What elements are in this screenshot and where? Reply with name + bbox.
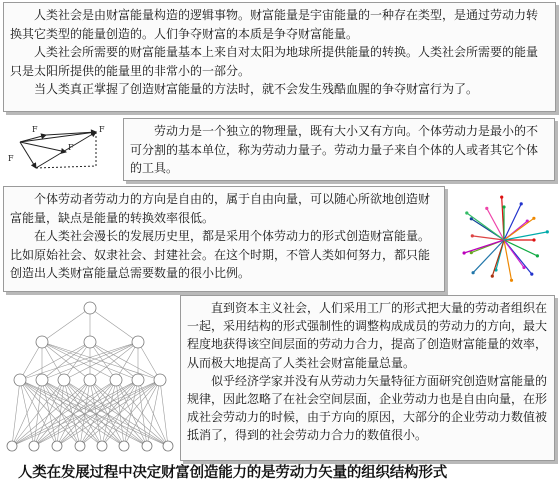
network-node (84, 336, 96, 348)
network-edge (147, 380, 160, 446)
paragraph: 直到资本主义社会，人们采用工厂的形式把大量的劳动者组织在一起，采用结构的形式强制性的调整构成成员的劳动力的方向，最大程度地获得该空间层面的劳动力合力，提高了创造财富能量的效率，从而极大地提高了人类社会财富能量总量。 (187, 301, 548, 370)
arrow-head (500, 196, 503, 199)
vector-label: F (8, 154, 14, 163)
organization-network-figure (2, 296, 178, 462)
arrow-head (471, 234, 474, 237)
network-node (14, 374, 26, 386)
network-node (7, 441, 17, 451)
network-node (75, 441, 85, 451)
network-edge (42, 308, 90, 342)
arrow-head (465, 211, 468, 214)
paragraph: 当人类真正掌握了创造财富能量的方法时，就不会发生残酷血腥的争夺财富行为了。 (34, 82, 479, 96)
network-edge (12, 380, 20, 446)
network-node (110, 374, 122, 386)
arrow-head (532, 238, 535, 241)
arrow-head (502, 205, 505, 208)
arrow-line (487, 208, 504, 240)
arrow-line (504, 240, 537, 256)
network-node (36, 336, 48, 348)
text-box-capitalism (180, 295, 555, 461)
network-node (119, 441, 129, 451)
network-edge (12, 380, 64, 446)
radial-vectors-figure (452, 190, 556, 290)
network-node (84, 302, 96, 314)
vector-label: F (99, 125, 105, 134)
arrow-line (504, 204, 521, 240)
vector-label: F (32, 125, 38, 134)
arrow-head (510, 279, 513, 282)
network-node (29, 441, 39, 451)
paragraph: 人类社会是由财富能量构造的逻辑事物。财富能量是宇宙能量的一种存在类型，是通过劳动力转换其它类型的能量创造的。人们争夺财富的本质是争夺财富能量。 (10, 8, 539, 41)
network-edge (64, 380, 147, 446)
network-edge (12, 380, 42, 446)
network-node (58, 374, 70, 386)
arrow-head (472, 271, 475, 274)
network-node (84, 374, 96, 386)
arrow-head (463, 251, 466, 254)
network-edge (64, 342, 90, 380)
arrow-head (532, 217, 535, 220)
network-node (154, 374, 166, 386)
network-node (142, 441, 152, 451)
text-box-labor-force (123, 118, 555, 181)
vector-sum-figure (6, 122, 118, 178)
network-node (36, 374, 48, 386)
network-node (132, 336, 144, 348)
arrow-head (536, 254, 539, 257)
arrow-head (485, 207, 488, 210)
network-edge (160, 380, 168, 446)
figure-caption: 人类在发展过程中决定财富创造能力的是劳动力矢量的组织结构形式 (18, 464, 447, 481)
paragraph: 个体劳动者劳动力的方向是自由的，属于自由向量，可以随心所欲地创造财富能量，缺点是能量的转换效率很低。 (10, 192, 431, 225)
text-box-individual-labor (3, 186, 445, 292)
network-edge (34, 380, 160, 446)
vector-label: F (68, 143, 74, 152)
network-edge (90, 308, 138, 342)
network-edge (64, 380, 168, 446)
arrow-head (530, 273, 533, 276)
arrow-head (522, 266, 525, 269)
paragraph: 人类社会所需要的财富能量基本上来自对太阳为地球所提供能量的转换。人类社会所需要的能量只是太阳所提供的能量里的非常小的一部分。 (10, 45, 539, 78)
network-edge (90, 342, 116, 380)
network-node (132, 374, 144, 386)
arrow-head (520, 202, 523, 205)
paragraph: 劳动力是一个独立的物理量，既有大小又有方向。个体劳动力是最小的不可分割的基本单位，称为劳动力量子。劳动力量子来自个体的人或者其它个体的工具。 (130, 124, 539, 175)
network-node (97, 441, 107, 451)
paragraph: 在人类社会漫长的发展历史里，都是采用个体劳动力的形式创造财富能量。比如原始社会、奴隶社会、封建社会。在这个时期，不管人类如何努力，都只能创造出人类财富能量总需要数量的很小比例。 (10, 229, 431, 280)
network-edge (12, 380, 160, 446)
text-box-wealth-energy (3, 2, 556, 112)
arrow-head (491, 275, 494, 278)
paragraph: 似乎经济学家并没有从劳动力矢量特征方面研究创造财富能量的规律，因此忽略了在社会空间层面，企业劳动力也是自由向量，在形成社会劳动力的时候，由于方向的原因，大部分的企业劳动力数值被抵消了，得到的社会劳动力合力的数值很小。 (187, 373, 548, 443)
arrow-head (546, 230, 549, 233)
network-node (163, 441, 173, 451)
network-node (52, 441, 62, 451)
network-edge (20, 380, 147, 446)
